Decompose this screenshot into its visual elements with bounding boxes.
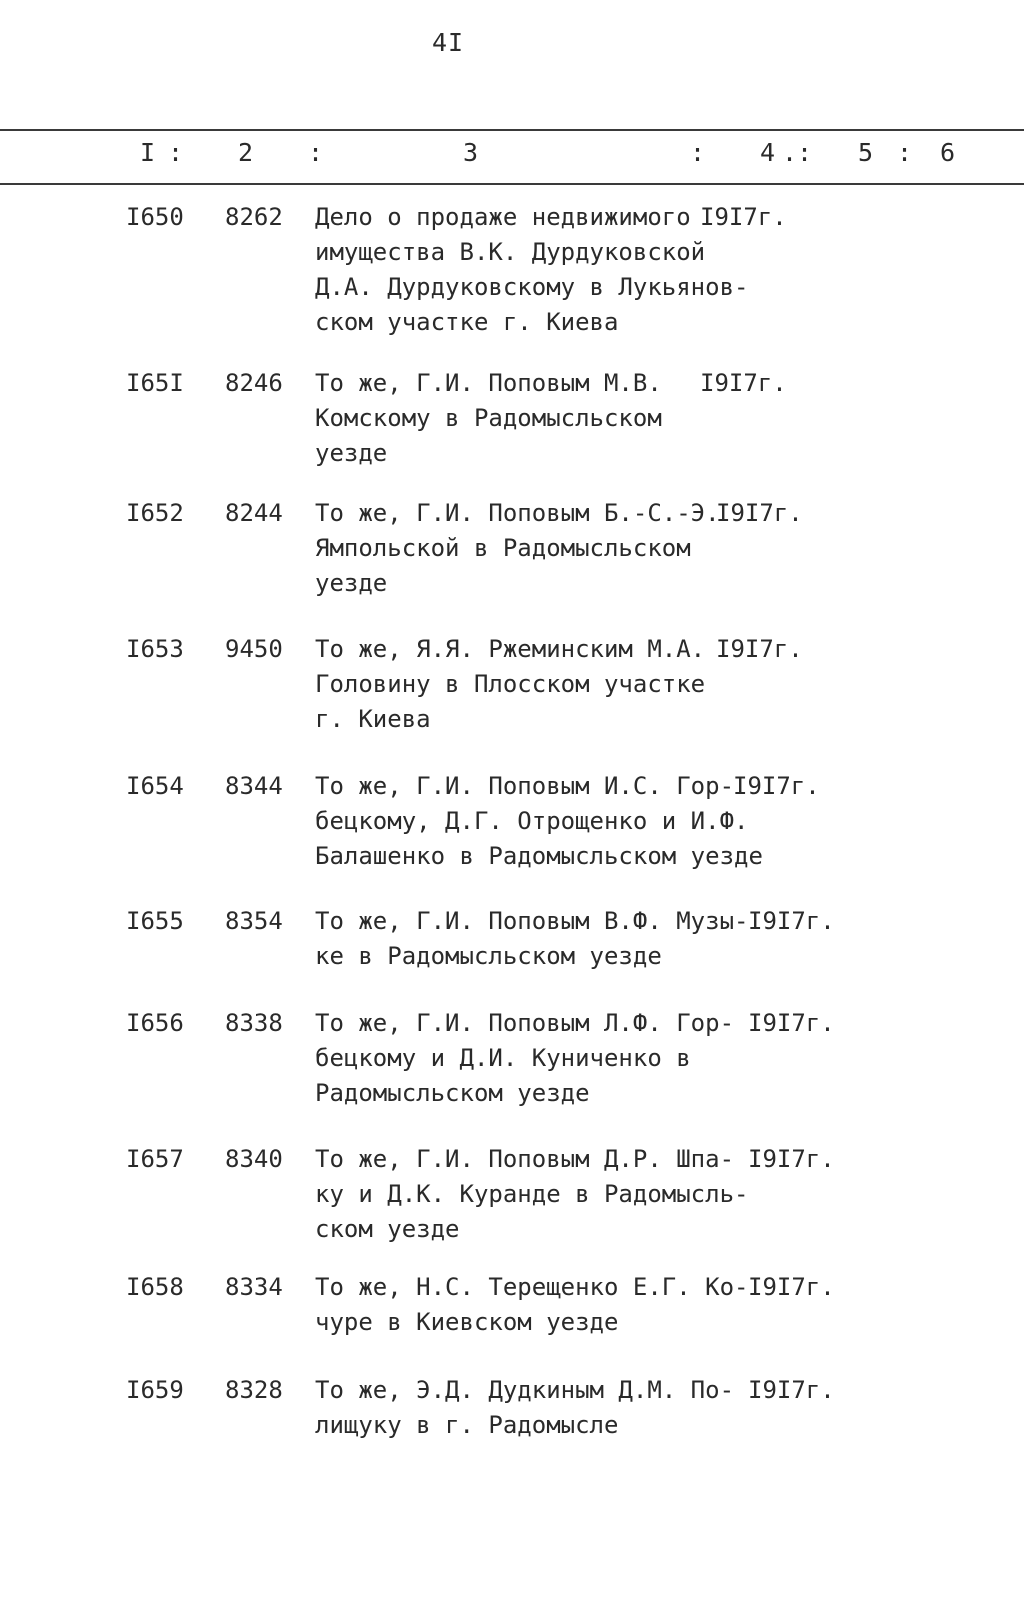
- description-line: То же, Г.И. Поповым М.В.: [315, 369, 662, 397]
- description-line: бецкому и Д.И. Куниченко в: [315, 1044, 691, 1072]
- description-line: Дело о продаже недвижимого: [315, 203, 691, 231]
- description-line: Головину в Плосском участке: [315, 670, 706, 698]
- entry-description: [315, 366, 745, 471]
- description-line: уезде: [315, 439, 388, 467]
- description-line: То же, Г.И. Поповым И.С. Гор-: [315, 772, 735, 800]
- description-line: Балашенко в Радомысльском уезде: [315, 842, 763, 870]
- description-line: То же, Н.С. Терещенко Е.Г. Ко-: [315, 1273, 749, 1301]
- entry-description: [315, 1006, 745, 1111]
- header-bottom-rule: [0, 183, 1024, 185]
- entry-description: [315, 769, 763, 874]
- entry-number: I656: [126, 1009, 184, 1037]
- header-col-5: 5: [858, 138, 874, 167]
- entry-description: [315, 1142, 749, 1247]
- description-line: бецкому, Д.Г. Отрощенко и И.Ф.: [315, 807, 749, 835]
- page-number: 4I: [432, 28, 465, 57]
- entry-year: I9I7г.: [733, 772, 820, 800]
- header-separator: :: [690, 138, 706, 167]
- description-line: То же, Г.И. Поповым Б.-С.-Э.: [315, 499, 720, 527]
- entry-code: 8244: [225, 499, 283, 527]
- header-separator: :: [308, 138, 324, 167]
- description-line: То же, Э.Д. Дудкиным Д.М. По-: [315, 1376, 735, 1404]
- description-line: ку и Д.К. Куранде в Радомысль-: [315, 1180, 749, 1208]
- entry-number: I650: [126, 203, 184, 231]
- entry-code: 8344: [225, 772, 283, 800]
- header-separator: :: [168, 138, 184, 167]
- description-line: То же, Г.И. Поповым Д.Р. Шпа-: [315, 1145, 735, 1173]
- description-line: Ямпольской в Радомысльском: [315, 534, 691, 562]
- description-line: Радомысльском уезде: [315, 1079, 590, 1107]
- description-line: лищуку в г. Радомысле: [315, 1411, 619, 1439]
- description-line: г. Киева: [315, 705, 431, 733]
- entry-number: I657: [126, 1145, 184, 1173]
- header-top-rule: [0, 129, 1024, 131]
- entry-number: I654: [126, 772, 184, 800]
- entry-code: 8340: [225, 1145, 283, 1173]
- description-line: То же, Г.И. Поповым Л.Ф. Гор-: [315, 1009, 735, 1037]
- entry-description: [315, 496, 745, 601]
- header-separator: :: [897, 138, 913, 167]
- description-line: То же, Я.Я. Ржеминским М.А.: [315, 635, 706, 663]
- description-line: чуре в Киевском уезде: [315, 1308, 619, 1336]
- description-line: уезде: [315, 569, 388, 597]
- entry-number: I65I: [126, 369, 184, 397]
- description-line: То же, Г.И. Поповым В.Ф. Музы-: [315, 907, 749, 935]
- entry-year: I9I7г.: [700, 203, 787, 231]
- description-line: ском уезде: [315, 1215, 460, 1243]
- entry-year: I9I7г.: [748, 1145, 835, 1173]
- entry-year: I9I7г.: [716, 635, 803, 663]
- description-line: Комскому в Радомысльском: [315, 404, 662, 432]
- entry-description: [315, 200, 749, 340]
- entry-description: [315, 1270, 749, 1340]
- entry-year: I9I7г.: [748, 1009, 835, 1037]
- entry-description: [315, 904, 749, 974]
- entry-year: I9I7г.: [716, 499, 803, 527]
- description-line: имущества В.К. Дурдуковской: [315, 238, 706, 266]
- description-line: ском участке г. Киева: [315, 308, 619, 336]
- entry-number: I655: [126, 907, 184, 935]
- entry-code: 8246: [225, 369, 283, 397]
- header-separator: .:: [782, 138, 813, 167]
- header-col-4: 4: [760, 138, 776, 167]
- entry-number: I659: [126, 1376, 184, 1404]
- entry-year: I9I7г.: [748, 1273, 835, 1301]
- header-col-2: 2: [238, 138, 254, 167]
- header-col-3: 3: [463, 138, 479, 167]
- description-line: ке в Радомысльском уезде: [315, 942, 662, 970]
- header-col-6: 6: [940, 138, 956, 167]
- entry-number: I652: [126, 499, 184, 527]
- entry-code: 8328: [225, 1376, 283, 1404]
- description-line: Д.А. Дурдуковскому в Лукьянов-: [315, 273, 749, 301]
- entry-code: 9450: [225, 635, 283, 663]
- entry-code: 8262: [225, 203, 283, 231]
- entry-code: 8354: [225, 907, 283, 935]
- entry-description: [315, 632, 745, 737]
- entry-code: 8334: [225, 1273, 283, 1301]
- entry-code: 8338: [225, 1009, 283, 1037]
- entry-description: [315, 1373, 745, 1443]
- entry-number: I658: [126, 1273, 184, 1301]
- entry-number: I653: [126, 635, 184, 663]
- entry-year: I9I7г.: [700, 369, 787, 397]
- entry-year: I9I7г.: [748, 1376, 835, 1404]
- header-col-1: I: [140, 138, 156, 167]
- entry-year: I9I7г.: [748, 907, 835, 935]
- table-header: [0, 138, 1024, 172]
